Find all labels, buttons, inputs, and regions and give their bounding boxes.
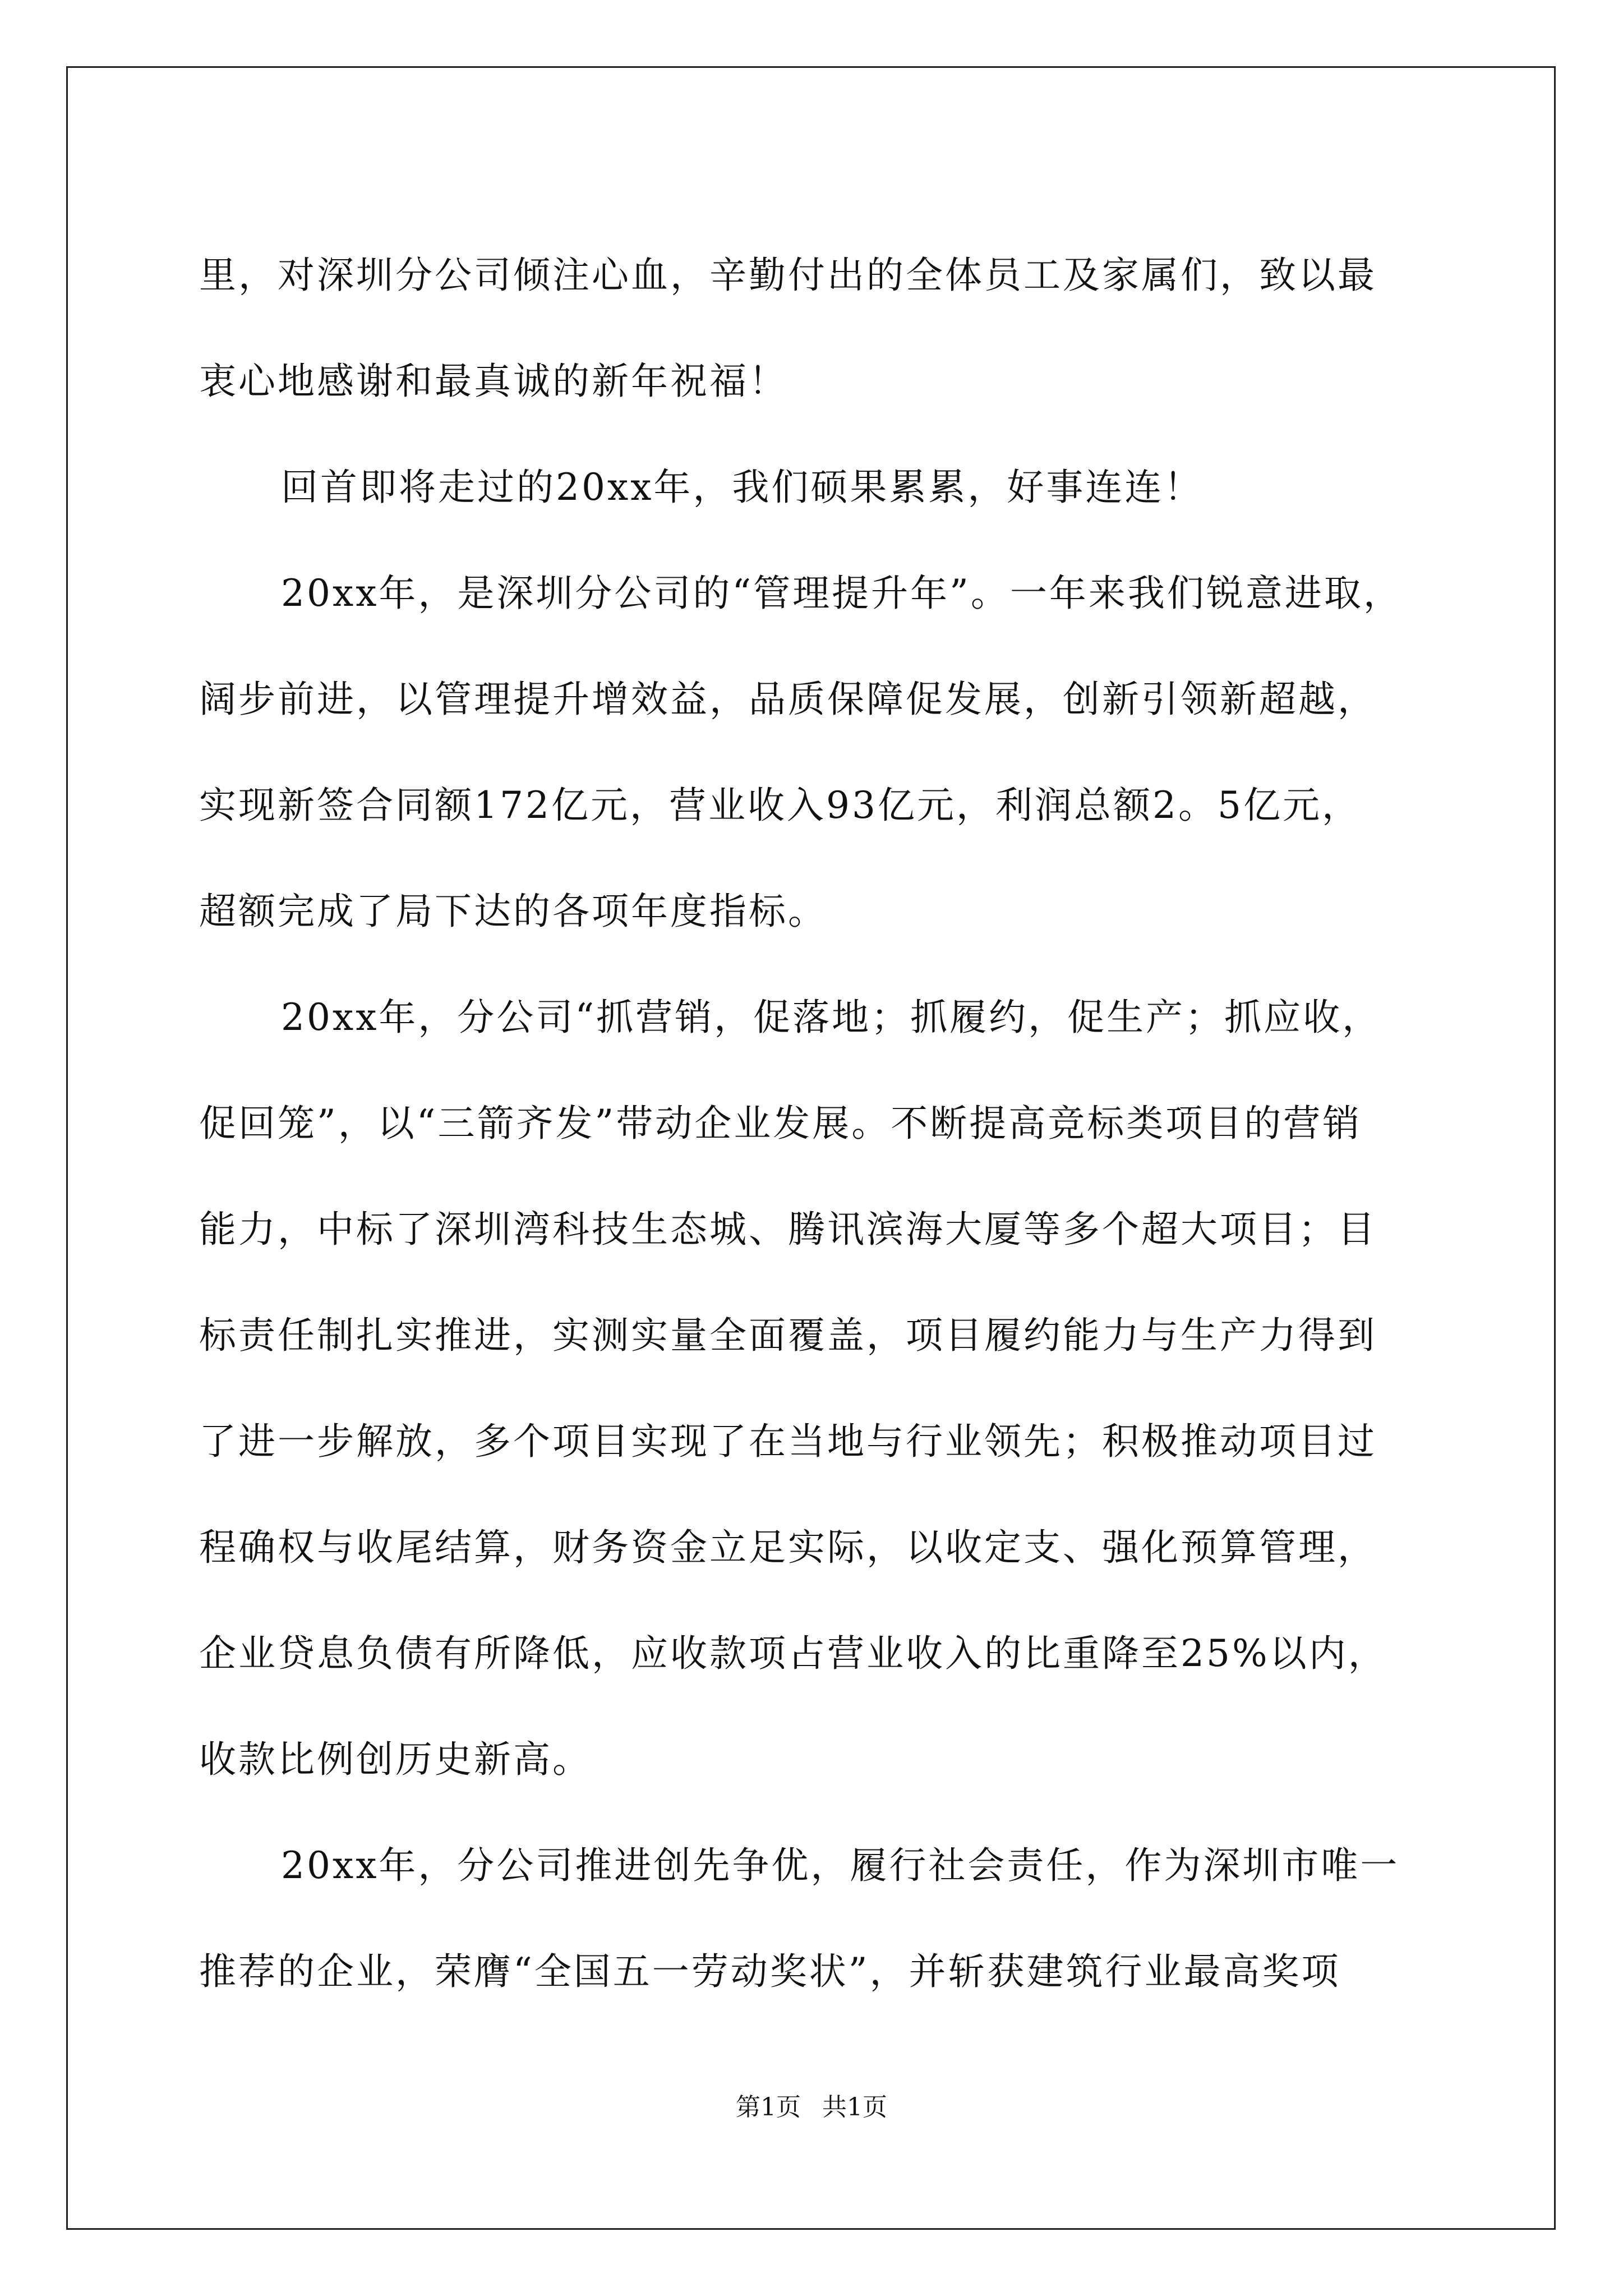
text-line: 超额完成了局下达的各项年度指标。 (199, 890, 827, 933)
text-line: 企业贷息负债有所降低，应收款项占营业收入的比重降至25%以内， (199, 1632, 1387, 1675)
text-line: 能力，中标了深圳湾科技生态城、腾讯滨海大厦等多个超大项目；目 (199, 1208, 1377, 1251)
text-line: 阔步前进，以管理提升增效益，品质保障促发展，创新引领新超越， (199, 678, 1377, 721)
paragraph-start-line: 回首即将走过的20xx年，我们硕果累累，好事连连！ (281, 466, 1204, 509)
page-footer (0, 2087, 1623, 2123)
text-line: 实现新签合同额172亿元，营业收入93亿元，利润总额2。5亿元， (199, 784, 1361, 827)
text-line: 推荐的企业，荣膺“全国五一劳动奖状”，并斩获建筑行业最高奖项 (199, 1950, 1341, 1993)
text-line: 促回笼”，以“三箭齐发”带动企业发展。不断提高竞标类项目的营销 (199, 1102, 1362, 1145)
paragraph-start-line: 20xx年，分公司推进创先争优，履行社会责任，作为深圳市唯一 (281, 1844, 1400, 1887)
text-line: 收款比例创历史新高。 (199, 1738, 592, 1781)
text-line: 程确权与收尾结算，财务资金立足实际，以收定支、强化预算管理， (199, 1526, 1377, 1569)
paragraph-start-line: 20xx年，分公司“抓营销，促落地；抓履约，促生产；抓应收， (281, 996, 1382, 1039)
text-line: 衷心地感谢和最真诚的新年祝福！ (199, 360, 788, 403)
page-total: 共1页 (822, 2093, 887, 2122)
text-line: 了进一步解放，多个项目实现了在当地与行业领先；积极推动项目过 (199, 1420, 1377, 1463)
text-line: 里，对深圳分公司倾注心血，辛勤付出的全体员工及家属们，致以最 (199, 254, 1377, 297)
text-line: 标责任制扎实推进，实测实量全面覆盖，项目履约能力与生产力得到 (199, 1314, 1377, 1357)
page-number: 第1页 (736, 2093, 801, 2122)
paragraph-start-line: 20xx年，是深圳分公司的“管理提升年”。一年来我们锐意进取， (281, 572, 1403, 615)
document-body (199, 219, 1424, 2021)
